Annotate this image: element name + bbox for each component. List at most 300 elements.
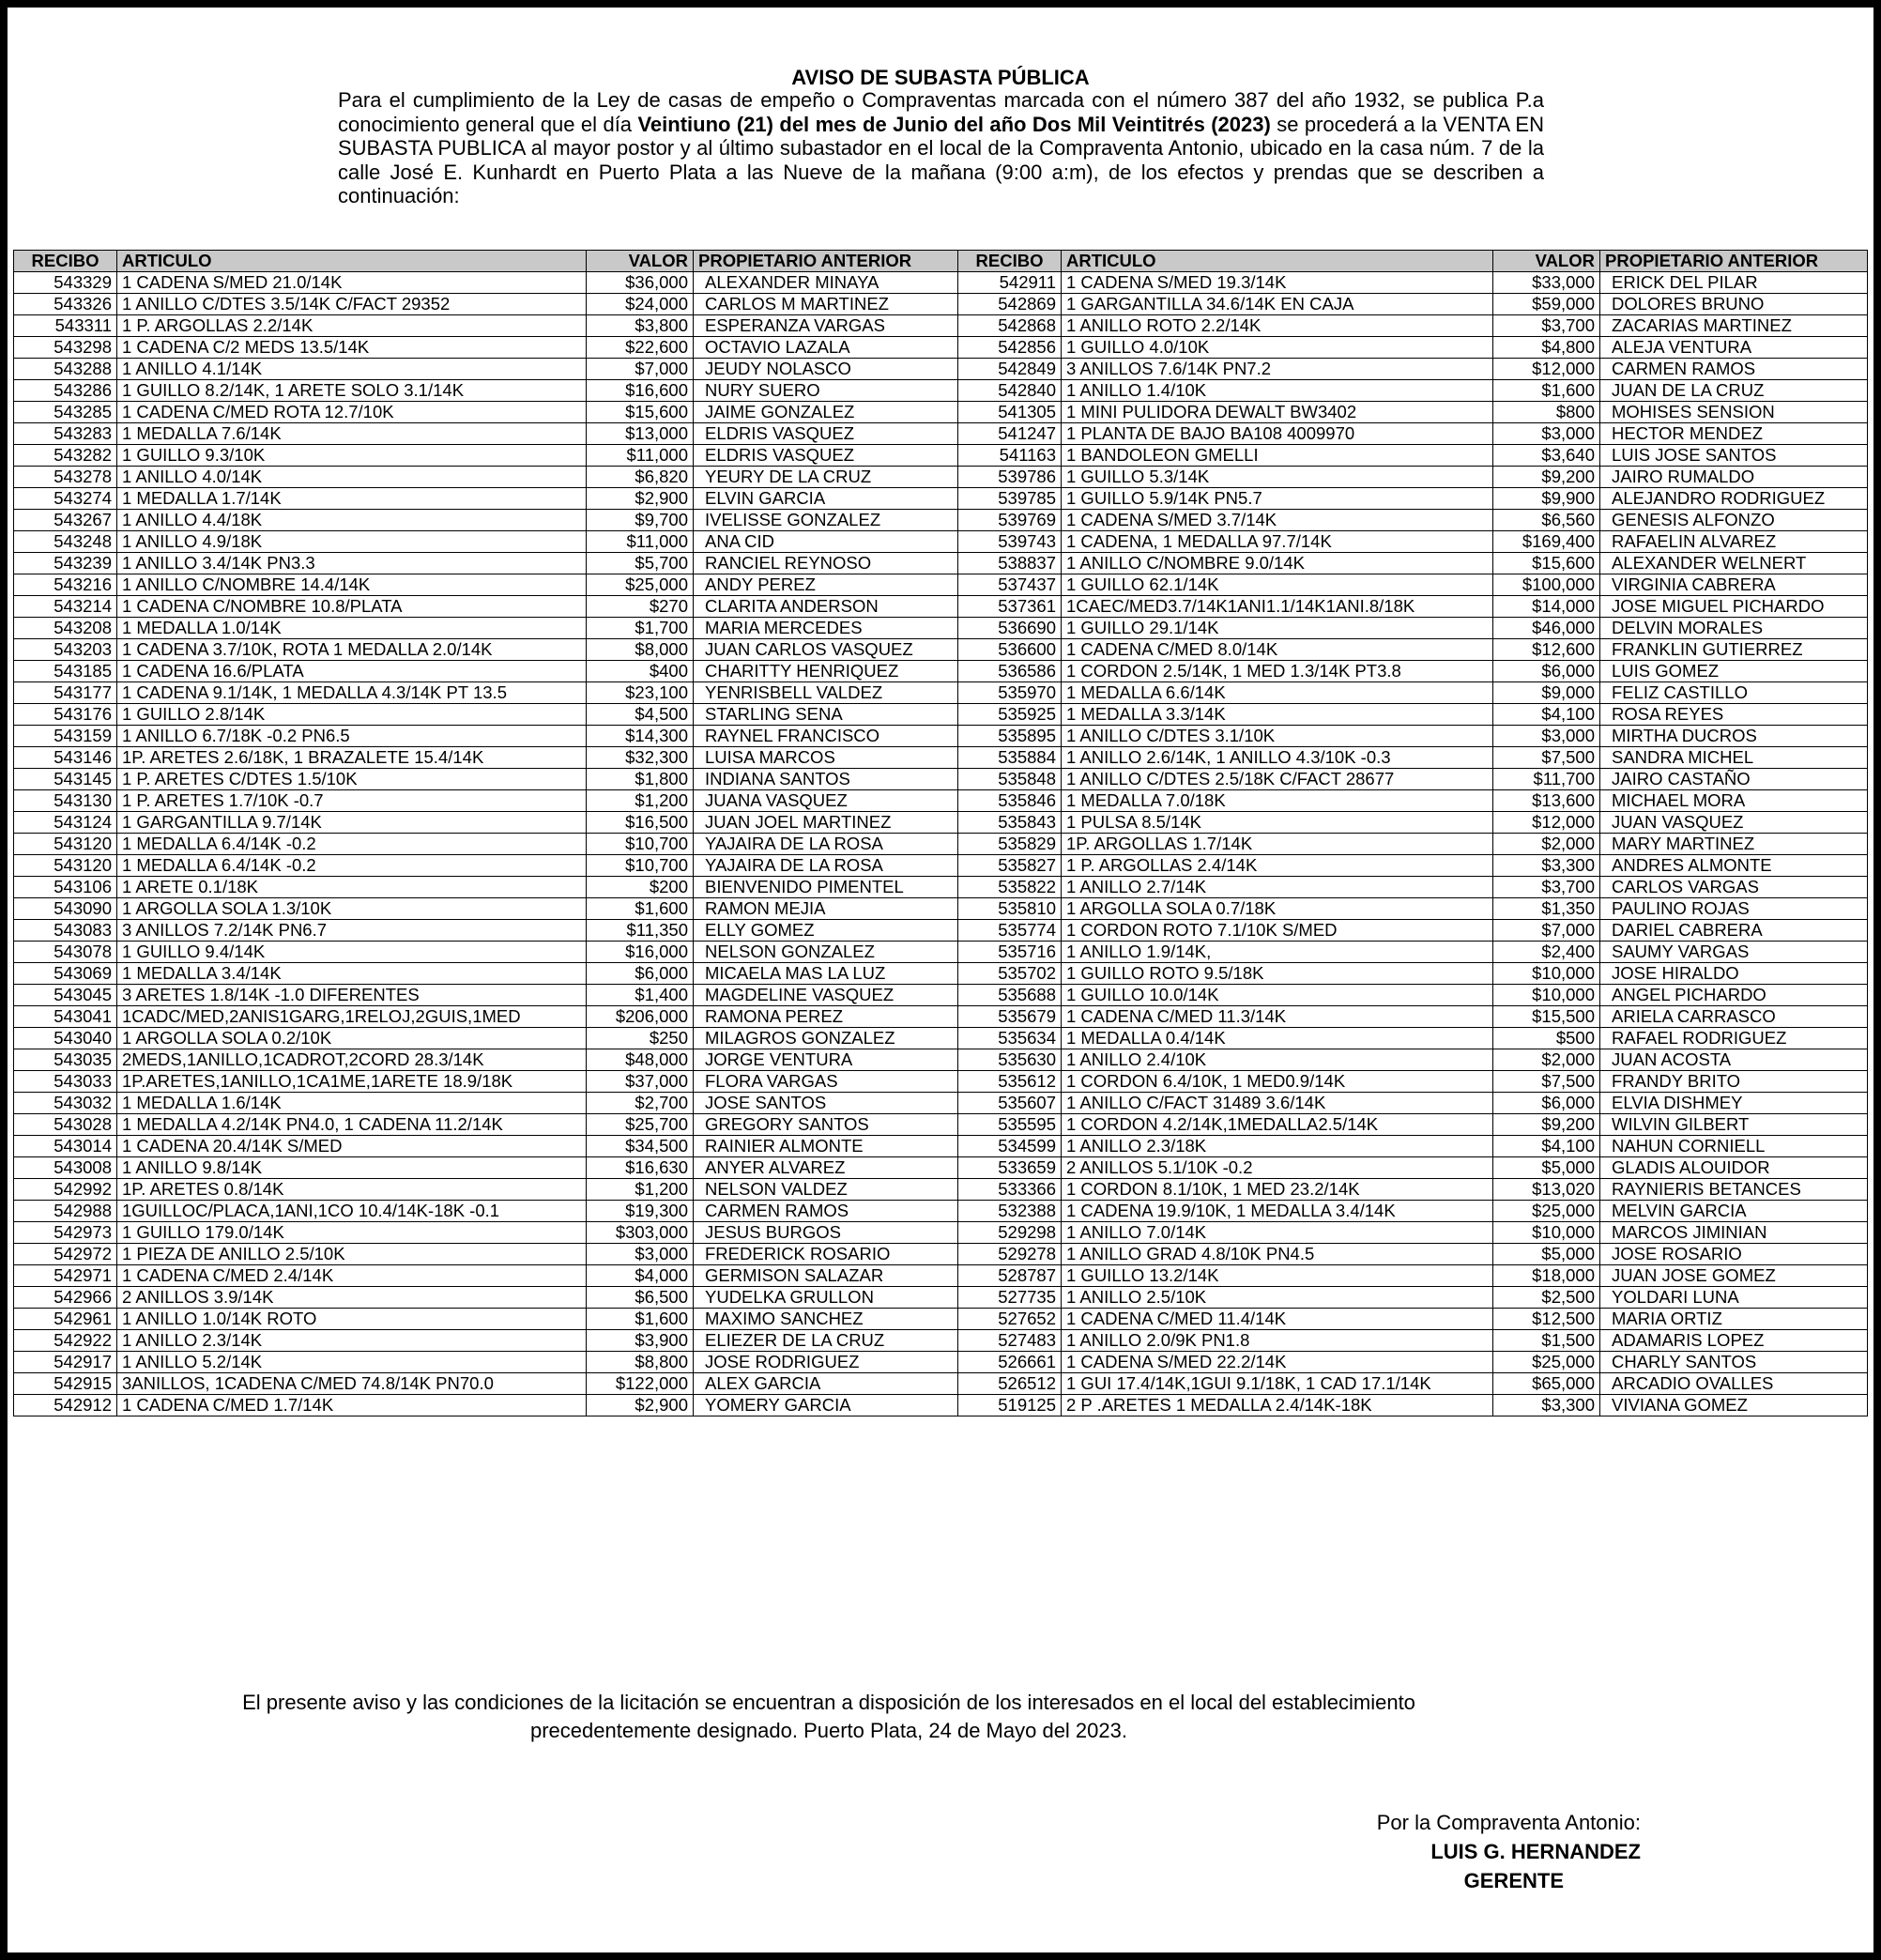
- recibo-cell: 543146: [14, 747, 117, 769]
- valor-cell: $2,900: [587, 488, 694, 510]
- valor-cell: $11,350: [587, 920, 694, 942]
- propietario-cell: YUDELKA GRULLON: [694, 1287, 958, 1309]
- valor-cell: $13,600: [1493, 790, 1600, 812]
- recibo-cell: 535846: [958, 790, 1062, 812]
- articulo-cell: 1 ANILLO C/NOMBRE 14.4/14K: [117, 574, 587, 596]
- valor-cell: $7,000: [587, 359, 694, 380]
- closing-paragraph: [148, 1689, 1509, 1745]
- valor-cell: $800: [1493, 402, 1600, 423]
- articulo-cell: 1P. ARETES 0.8/14K: [117, 1179, 587, 1201]
- recibo-cell: 535607: [958, 1093, 1062, 1114]
- table-row: [14, 1201, 1868, 1222]
- propietario-cell: DELVIN MORALES: [1600, 618, 1868, 639]
- articulo-cell: 1 ANILLO 9.8/14K: [117, 1157, 587, 1179]
- table-row: [14, 1049, 1868, 1071]
- valor-cell: $12,000: [1493, 359, 1600, 380]
- table-row: [14, 272, 1868, 294]
- recibo-cell: 539786: [958, 467, 1062, 488]
- table-row: [14, 574, 1868, 596]
- recibo-cell: 542869: [958, 294, 1062, 315]
- valor-cell: $100,000: [1493, 574, 1600, 596]
- articulo-cell: 1 ANILLO 3.4/14K PN3.3: [117, 553, 587, 574]
- valor-cell: $5,700: [587, 553, 694, 574]
- propietario-cell: DOLORES BRUNO: [1600, 294, 1868, 315]
- table-row: [14, 1244, 1868, 1265]
- articulo-cell: 1 GUILLO 9.4/14K: [117, 942, 587, 963]
- articulo-cell: 1 MEDALLA 7.0/18K: [1062, 790, 1493, 812]
- articulo-cell: 3 ARETES 1.8/14K -1.0 DIFERENTES: [117, 985, 587, 1006]
- propietario-cell: MOHISES SENSION: [1600, 402, 1868, 423]
- propietario-cell: YAJAIRA DE LA ROSA: [694, 834, 958, 855]
- propietario-cell: JAIRO RUMALDO: [1600, 467, 1868, 488]
- intro-text-1: Para el cumplimiento de la Ley de casas de empeño o Compraventas marcada con el número 387 del año 1932, se publica P.a conocimiento general que el día: [338, 88, 1544, 136]
- articulo-cell: 1GUILLOC/PLACA,1ANI,1CO 10.4/14K-18K -0.1: [117, 1201, 587, 1222]
- recibo-cell: 543326: [14, 294, 117, 315]
- recibo-cell: 543176: [14, 704, 117, 726]
- articulo-cell: 1CAEC/MED3.7/14K1ANI1.1/14K1ANI.8/18K: [1062, 596, 1493, 618]
- articulo-cell: 1 CORDON ROTO 7.1/10K S/MED: [1062, 920, 1493, 942]
- table-row: [14, 639, 1868, 661]
- propietario-cell: ADAMARIS LOPEZ: [1600, 1330, 1868, 1352]
- table-row: [14, 510, 1868, 531]
- valor-cell: $6,820: [587, 467, 694, 488]
- propietario-cell: RAYNIERIS BETANCES: [1600, 1179, 1868, 1201]
- table-row: [14, 726, 1868, 747]
- articulo-cell: 1 ANILLO 4.4/18K: [117, 510, 587, 531]
- articulo-cell: 1 CADENA 16.6/PLATA: [117, 661, 587, 682]
- valor-cell: $4,100: [1493, 1136, 1600, 1157]
- table-row: [14, 1006, 1868, 1028]
- propietario-cell: JUANA VASQUEZ: [694, 790, 958, 812]
- propietario-cell: YEURY DE LA CRUZ: [694, 467, 958, 488]
- signature-name: LUIS G. HERNANDEZ: [1430, 1840, 1641, 1863]
- articulo-cell: 1 CADENA S/MED 22.2/14K: [1062, 1352, 1493, 1373]
- table-row: [14, 1093, 1868, 1114]
- recibo-cell: 535822: [958, 877, 1062, 898]
- recibo-cell: 543045: [14, 985, 117, 1006]
- propietario-cell: ALEX GARCIA: [694, 1373, 958, 1395]
- propietario-cell: JUAN DE LA CRUZ: [1600, 380, 1868, 402]
- articulo-cell: 1 CADENA C/MED 1.7/14K: [117, 1395, 587, 1416]
- propietario-cell: GREGORY SANTOS: [694, 1114, 958, 1136]
- recibo-cell: 543032: [14, 1093, 117, 1114]
- valor-cell: $3,700: [1493, 877, 1600, 898]
- articulo-cell: 1 CADENA 9.1/14K, 1 MEDALLA 4.3/14K PT 13.5: [117, 682, 587, 704]
- articulo-cell: 1 MEDALLA 1.0/14K: [117, 618, 587, 639]
- recibo-cell: 543033: [14, 1071, 117, 1093]
- articulo-cell: 1 ANILLO 7.0/14K: [1062, 1222, 1493, 1244]
- propietario-cell: ELDRIS VASQUEZ: [694, 423, 958, 445]
- table-row: [14, 1136, 1868, 1157]
- propietario-cell: OCTAVIO LAZALA: [694, 337, 958, 359]
- valor-cell: $9,000: [1493, 682, 1600, 704]
- articulo-cell: 1 ANILLO 4.1/14K: [117, 359, 587, 380]
- table-row: [14, 985, 1868, 1006]
- articulo-cell: 1 ANILLO C/DTES 3.1/10K: [1062, 726, 1493, 747]
- recibo-cell: 542972: [14, 1244, 117, 1265]
- articulo-cell: 1 ANILLO 2.0/9K PN1.8: [1062, 1330, 1493, 1352]
- articulo-cell: 1 GUILLO 29.1/14K: [1062, 618, 1493, 639]
- valor-cell: $25,700: [587, 1114, 694, 1136]
- articulo-cell: 1 ANILLO C/NOMBRE 9.0/14K: [1062, 553, 1493, 574]
- propietario-cell: MARCOS JIMINIAN: [1600, 1222, 1868, 1244]
- valor-cell: $10,000: [1493, 963, 1600, 985]
- propietario-cell: LUISA MARCOS: [694, 747, 958, 769]
- valor-cell: $2,000: [1493, 834, 1600, 855]
- propietario-cell: YOMERY GARCIA: [694, 1395, 958, 1416]
- table-row: [14, 790, 1868, 812]
- table-row: [14, 769, 1868, 790]
- recibo-cell: 539769: [958, 510, 1062, 531]
- signature-role: GERENTE: [1463, 1869, 1564, 1892]
- valor-cell: $32,300: [587, 747, 694, 769]
- table-row: [14, 294, 1868, 315]
- recibo-cell: 536586: [958, 661, 1062, 682]
- recibo-cell: 543069: [14, 963, 117, 985]
- recibo-cell: 542868: [958, 315, 1062, 337]
- valor-cell: $15,600: [1493, 553, 1600, 574]
- propietario-cell: ELVIA DISHMEY: [1600, 1093, 1868, 1114]
- propietario-cell: RAINIER ALMONTE: [694, 1136, 958, 1157]
- propietario-cell: MILAGROS GONZALEZ: [694, 1028, 958, 1049]
- valor-cell: $10,700: [587, 855, 694, 877]
- propietario-cell: DARIEL CABRERA: [1600, 920, 1868, 942]
- recibo-cell: 543078: [14, 942, 117, 963]
- valor-cell: $13,000: [587, 423, 694, 445]
- recibo-cell: 542966: [14, 1287, 117, 1309]
- recibo-cell: 535702: [958, 963, 1062, 985]
- recibo-cell: 543035: [14, 1049, 117, 1071]
- articulo-cell: 1 ANILLO 6.7/18K -0.2 PN6.5: [117, 726, 587, 747]
- recibo-cell: 543282: [14, 445, 117, 467]
- valor-cell: $48,000: [587, 1049, 694, 1071]
- valor-cell: $6,500: [587, 1287, 694, 1309]
- articulo-cell: 1 MEDALLA 6.4/14K -0.2: [117, 855, 587, 877]
- recibo-cell: 541247: [958, 423, 1062, 445]
- table-body: [14, 272, 1868, 1416]
- recibo-cell: 542992: [14, 1179, 117, 1201]
- valor-cell: $3,000: [1493, 726, 1600, 747]
- articulo-cell: 1 P. ARGOLLAS 2.2/14K: [117, 315, 587, 337]
- valor-cell: $13,020: [1493, 1179, 1600, 1201]
- propietario-cell: PAULINO ROJAS: [1600, 898, 1868, 920]
- table-row: [14, 661, 1868, 682]
- articulo-cell: 1 MEDALLA 7.6/14K: [117, 423, 587, 445]
- articulo-cell: 1 ARGOLLA SOLA 0.2/10K: [117, 1028, 587, 1049]
- valor-cell: $1,350: [1493, 898, 1600, 920]
- valor-cell: $200: [587, 877, 694, 898]
- table-row: [14, 877, 1868, 898]
- recibo-cell: 535810: [958, 898, 1062, 920]
- articulo-cell: 1 CADENA C/MED ROTA 12.7/10K: [117, 402, 587, 423]
- table-row: [14, 1287, 1868, 1309]
- propietario-cell: JORGE VENTURA: [694, 1049, 958, 1071]
- table-row: [14, 553, 1868, 574]
- propietario-cell: JOSE ROSARIO: [1600, 1244, 1868, 1265]
- propietario-cell: RAYNEL FRANCISCO: [694, 726, 958, 747]
- valor-cell: $9,900: [1493, 488, 1600, 510]
- propietario-cell: JOSE HIRALDO: [1600, 963, 1868, 985]
- propietario-cell: ERICK DEL PILAR: [1600, 272, 1868, 294]
- propietario-cell: JEUDY NOLASCO: [694, 359, 958, 380]
- propietario-cell: SANDRA MICHEL: [1600, 747, 1868, 769]
- propietario-cell: NAHUN CORNIELL: [1600, 1136, 1868, 1157]
- articulo-cell: 1 CADENA C/MED 11.4/14K: [1062, 1309, 1493, 1330]
- valor-cell: $7,500: [1493, 1071, 1600, 1093]
- notice-title: AVISO DE SUBASTA PÚBLICA: [791, 66, 1090, 89]
- articulo-cell: 1 MEDALLA 1.6/14K: [117, 1093, 587, 1114]
- valor-cell: $24,000: [587, 294, 694, 315]
- articulo-cell: 1 GUILLO 179.0/14K: [117, 1222, 587, 1244]
- propietario-cell: JOSE SANTOS: [694, 1093, 958, 1114]
- valor-cell: $16,500: [587, 812, 694, 834]
- articulo-cell: 1 CORDON 4.2/14K,1MEDALLA2.5/14K: [1062, 1114, 1493, 1136]
- recibo-cell: 543185: [14, 661, 117, 682]
- propietario-cell: INDIANA SANTOS: [694, 769, 958, 790]
- propietario-cell: RAFAELIN ALVAREZ: [1600, 531, 1868, 553]
- articulo-cell: 1 ARGOLLA SOLA 0.7/18K: [1062, 898, 1493, 920]
- articulo-cell: 1 MEDALLA 4.2/14K PN4.0, 1 CADENA 11.2/14K: [117, 1114, 587, 1136]
- table-row: [14, 704, 1868, 726]
- valor-cell: $37,000: [587, 1071, 694, 1093]
- articulo-cell: 1 ANILLO 2.4/10K: [1062, 1049, 1493, 1071]
- valor-cell: $4,000: [587, 1265, 694, 1287]
- articulo-cell: 1 CADENA C/MED 2.4/14K: [117, 1265, 587, 1287]
- propietario-cell: ALEXANDER WELNERT: [1600, 553, 1868, 574]
- articulo-cell: 1 P. ARETES C/DTES 1.5/10K: [117, 769, 587, 790]
- recibo-cell: 535679: [958, 1006, 1062, 1028]
- recibo-cell: 543278: [14, 467, 117, 488]
- propietario-cell: CLARITA ANDERSON: [694, 596, 958, 618]
- header-propietario-2: PROPIETARIO ANTERIOR: [1600, 251, 1868, 272]
- articulo-cell: 1P.ARETES,1ANILLO,1CA1ME,1ARETE 18.9/18K: [117, 1071, 587, 1093]
- recibo-cell: 543124: [14, 812, 117, 834]
- articulo-cell: 1 CADENA C/MED 8.0/14K: [1062, 639, 1493, 661]
- propietario-cell: ZACARIAS MARTINEZ: [1600, 315, 1868, 337]
- recibo-cell: 535774: [958, 920, 1062, 942]
- table-row: [14, 1114, 1868, 1136]
- propietario-cell: CARLOS M MARTINEZ: [694, 294, 958, 315]
- propietario-cell: ARIELA CARRASCO: [1600, 1006, 1868, 1028]
- articulo-cell: 1 MEDALLA 6.6/14K: [1062, 682, 1493, 704]
- articulo-cell: 1 ANILLO ROTO 2.2/14K: [1062, 315, 1493, 337]
- propietario-cell: FELIZ CASTILLO: [1600, 682, 1868, 704]
- valor-cell: $15,500: [1493, 1006, 1600, 1028]
- propietario-cell: JUAN CARLOS VASQUEZ: [694, 639, 958, 661]
- propietario-cell: STARLING SENA: [694, 704, 958, 726]
- articulo-cell: 1 GUI 17.4/14K,1GUI 9.1/18K, 1 CAD 17.1/14K: [1062, 1373, 1493, 1395]
- closing-line-1: El presente aviso y las condiciones de la licitación se encuentran a disposición de los interesados en el local del establecimiento: [242, 1691, 1415, 1714]
- table-row: [14, 1373, 1868, 1395]
- table-row: [14, 812, 1868, 834]
- recibo-cell: 532388: [958, 1201, 1062, 1222]
- recibo-cell: 537361: [958, 596, 1062, 618]
- valor-cell: $3,700: [1493, 315, 1600, 337]
- articulo-cell: 1 ANILLO 2.3/14K: [117, 1330, 587, 1352]
- valor-cell: $122,000: [587, 1373, 694, 1395]
- table-row: [14, 1309, 1868, 1330]
- propietario-cell: CARMEN RAMOS: [694, 1201, 958, 1222]
- recibo-cell: 542915: [14, 1373, 117, 1395]
- table-row: [14, 596, 1868, 618]
- table-row: [14, 1179, 1868, 1201]
- valor-cell: $2,900: [587, 1395, 694, 1416]
- header-articulo-2: ARTICULO: [1062, 251, 1493, 272]
- articulo-cell: 1 CADENA C/MED 11.3/14K: [1062, 1006, 1493, 1028]
- valor-cell: $10,700: [587, 834, 694, 855]
- recibo-cell: 543239: [14, 553, 117, 574]
- valor-cell: $23,100: [587, 682, 694, 704]
- valor-cell: $25,000: [1493, 1352, 1600, 1373]
- articulo-cell: 1 GUILLO 5.9/14K PN5.7: [1062, 488, 1493, 510]
- articulo-cell: 1 GUILLO 2.8/14K: [117, 704, 587, 726]
- recibo-cell: 542912: [14, 1395, 117, 1416]
- propietario-cell: VIVIANA GOMEZ: [1600, 1395, 1868, 1416]
- articulo-cell: 1 P. ARGOLLAS 2.4/14K: [1062, 855, 1493, 877]
- recibo-cell: 535634: [958, 1028, 1062, 1049]
- articulo-cell: 1 CADENA S/MED 21.0/14K: [117, 272, 587, 294]
- recibo-cell: 527735: [958, 1287, 1062, 1309]
- recibo-cell: 535895: [958, 726, 1062, 747]
- articulo-cell: 3 ANILLOS 7.2/14K PN6.7: [117, 920, 587, 942]
- articulo-cell: 1 GUILLO ROTO 9.5/18K: [1062, 963, 1493, 985]
- recibo-cell: 543120: [14, 834, 117, 855]
- propietario-cell: LUIS JOSE SANTOS: [1600, 445, 1868, 467]
- articulo-cell: 1 ANILLO 2.5/10K: [1062, 1287, 1493, 1309]
- recibo-cell: 535716: [958, 942, 1062, 963]
- valor-cell: $34,500: [587, 1136, 694, 1157]
- propietario-cell: JAIME GONZALEZ: [694, 402, 958, 423]
- recibo-cell: 527483: [958, 1330, 1062, 1352]
- propietario-cell: ALEJANDRO RODRIGUEZ: [1600, 488, 1868, 510]
- recibo-cell: 526661: [958, 1352, 1062, 1373]
- recibo-cell: 542961: [14, 1309, 117, 1330]
- signature-company: Por la Compraventa Antonio:: [1376, 1811, 1641, 1834]
- recibo-cell: 542973: [14, 1222, 117, 1244]
- recibo-cell: 534599: [958, 1136, 1062, 1157]
- recibo-cell: 542922: [14, 1330, 117, 1352]
- articulo-cell: 1 ANILLO 2.3/18K: [1062, 1136, 1493, 1157]
- table-row: [14, 920, 1868, 942]
- propietario-cell: MAGDELINE VASQUEZ: [694, 985, 958, 1006]
- valor-cell: $1,600: [587, 1309, 694, 1330]
- table-row: [14, 855, 1868, 877]
- table-row: [14, 1352, 1868, 1373]
- recibo-cell: 542911: [958, 272, 1062, 294]
- valor-cell: $1,600: [1493, 380, 1600, 402]
- valor-cell: $18,000: [1493, 1265, 1600, 1287]
- valor-cell: $9,200: [1493, 467, 1600, 488]
- recibo-cell: 535595: [958, 1114, 1062, 1136]
- propietario-cell: JAIRO CASTAÑO: [1600, 769, 1868, 790]
- valor-cell: $9,200: [1493, 1114, 1600, 1136]
- recibo-cell: 519125: [958, 1395, 1062, 1416]
- articulo-cell: 1 ANILLO 4.0/14K: [117, 467, 587, 488]
- propietario-cell: MICAELA MAS LA LUZ: [694, 963, 958, 985]
- propietario-cell: MARIA ORTIZ: [1600, 1309, 1868, 1330]
- valor-cell: $2,000: [1493, 1049, 1600, 1071]
- propietario-cell: BIENVENIDO PIMENTEL: [694, 877, 958, 898]
- valor-cell: $25,000: [1493, 1201, 1600, 1222]
- articulo-cell: 2 P .ARETES 1 MEDALLA 2.4/14K-18K: [1062, 1395, 1493, 1416]
- articulo-cell: 1 GUILLO 62.1/14K: [1062, 574, 1493, 596]
- articulo-cell: 1 ANILLO C/DTES 3.5/14K C/FACT 29352: [117, 294, 587, 315]
- recibo-cell: 526512: [958, 1373, 1062, 1395]
- propietario-cell: RAMONA PEREZ: [694, 1006, 958, 1028]
- recibo-cell: 535843: [958, 812, 1062, 834]
- table-row: [14, 942, 1868, 963]
- recibo-cell: 533366: [958, 1179, 1062, 1201]
- propietario-cell: LUIS GOMEZ: [1600, 661, 1868, 682]
- propietario-cell: MIRTHA DUCROS: [1600, 726, 1868, 747]
- valor-cell: $6,000: [1493, 1093, 1600, 1114]
- recibo-cell: 543083: [14, 920, 117, 942]
- table-row: [14, 445, 1868, 467]
- propietario-cell: ELVIN GARCIA: [694, 488, 958, 510]
- articulo-cell: 1 CADENA, 1 MEDALLA 97.7/14K: [1062, 531, 1493, 553]
- propietario-cell: ARCADIO OVALLES: [1600, 1373, 1868, 1395]
- table-row: [14, 834, 1868, 855]
- valor-cell: $400: [587, 661, 694, 682]
- propietario-cell: FREDERICK ROSARIO: [694, 1244, 958, 1265]
- valor-cell: $16,600: [587, 380, 694, 402]
- intro-paragraph: [338, 88, 1544, 208]
- articulo-cell: 1 CORDON 8.1/10K, 1 MED 23.2/14K: [1062, 1179, 1493, 1201]
- valor-cell: $1,400: [587, 985, 694, 1006]
- recibo-cell: 527652: [958, 1309, 1062, 1330]
- propietario-cell: MAXIMO SANCHEZ: [694, 1309, 958, 1330]
- recibo-cell: 529278: [958, 1244, 1062, 1265]
- propietario-cell: YOLDARI LUNA: [1600, 1287, 1868, 1309]
- propietario-cell: VIRGINIA CABRERA: [1600, 574, 1868, 596]
- propietario-cell: ANYER ALVAREZ: [694, 1157, 958, 1179]
- recibo-cell: 543041: [14, 1006, 117, 1028]
- articulo-cell: 1 ANILLO 4.9/18K: [117, 531, 587, 553]
- articulo-cell: 3ANILLOS, 1CADENA C/MED 74.8/14K PN70.0: [117, 1373, 587, 1395]
- recibo-cell: 536600: [958, 639, 1062, 661]
- articulo-cell: 1 CADENA 20.4/14K S/MED: [117, 1136, 587, 1157]
- table-row: [14, 1157, 1868, 1179]
- articulo-cell: 1 CADENA C/NOMBRE 10.8/PLATA: [117, 596, 587, 618]
- recibo-cell: 543288: [14, 359, 117, 380]
- valor-cell: $6,000: [587, 963, 694, 985]
- table-row: [14, 1028, 1868, 1049]
- propietario-cell: MARIA MERCEDES: [694, 618, 958, 639]
- articulo-cell: 1 CADENA S/MED 19.3/14K: [1062, 272, 1493, 294]
- valor-cell: $22,600: [587, 337, 694, 359]
- valor-cell: $169,400: [1493, 531, 1600, 553]
- articulo-cell: 1 GUILLO 8.2/14K, 1 ARETE SOLO 3.1/14K: [117, 380, 587, 402]
- valor-cell: $6,000: [1493, 661, 1600, 682]
- table-row: [14, 1222, 1868, 1244]
- recibo-cell: 541163: [958, 445, 1062, 467]
- articulo-cell: 1 ANILLO 1.4/10K: [1062, 380, 1493, 402]
- auction-items-table: [13, 250, 1868, 1416]
- articulo-cell: 1 MEDALLA 1.7/14K: [117, 488, 587, 510]
- articulo-cell: 1 CADENA 3.7/10K, ROTA 1 MEDALLA 2.0/14K: [117, 639, 587, 661]
- recibo-cell: 543028: [14, 1114, 117, 1136]
- recibo-cell: 529298: [958, 1222, 1062, 1244]
- table-row: [14, 1265, 1868, 1287]
- valor-cell: $3,300: [1493, 855, 1600, 877]
- valor-cell: $2,400: [1493, 942, 1600, 963]
- recibo-cell: 535925: [958, 704, 1062, 726]
- propietario-cell: HECTOR MENDEZ: [1600, 423, 1868, 445]
- valor-cell: $3,900: [587, 1330, 694, 1352]
- recibo-cell: 543329: [14, 272, 117, 294]
- recibo-cell: 543267: [14, 510, 117, 531]
- propietario-cell: ESPERANZA VARGAS: [694, 315, 958, 337]
